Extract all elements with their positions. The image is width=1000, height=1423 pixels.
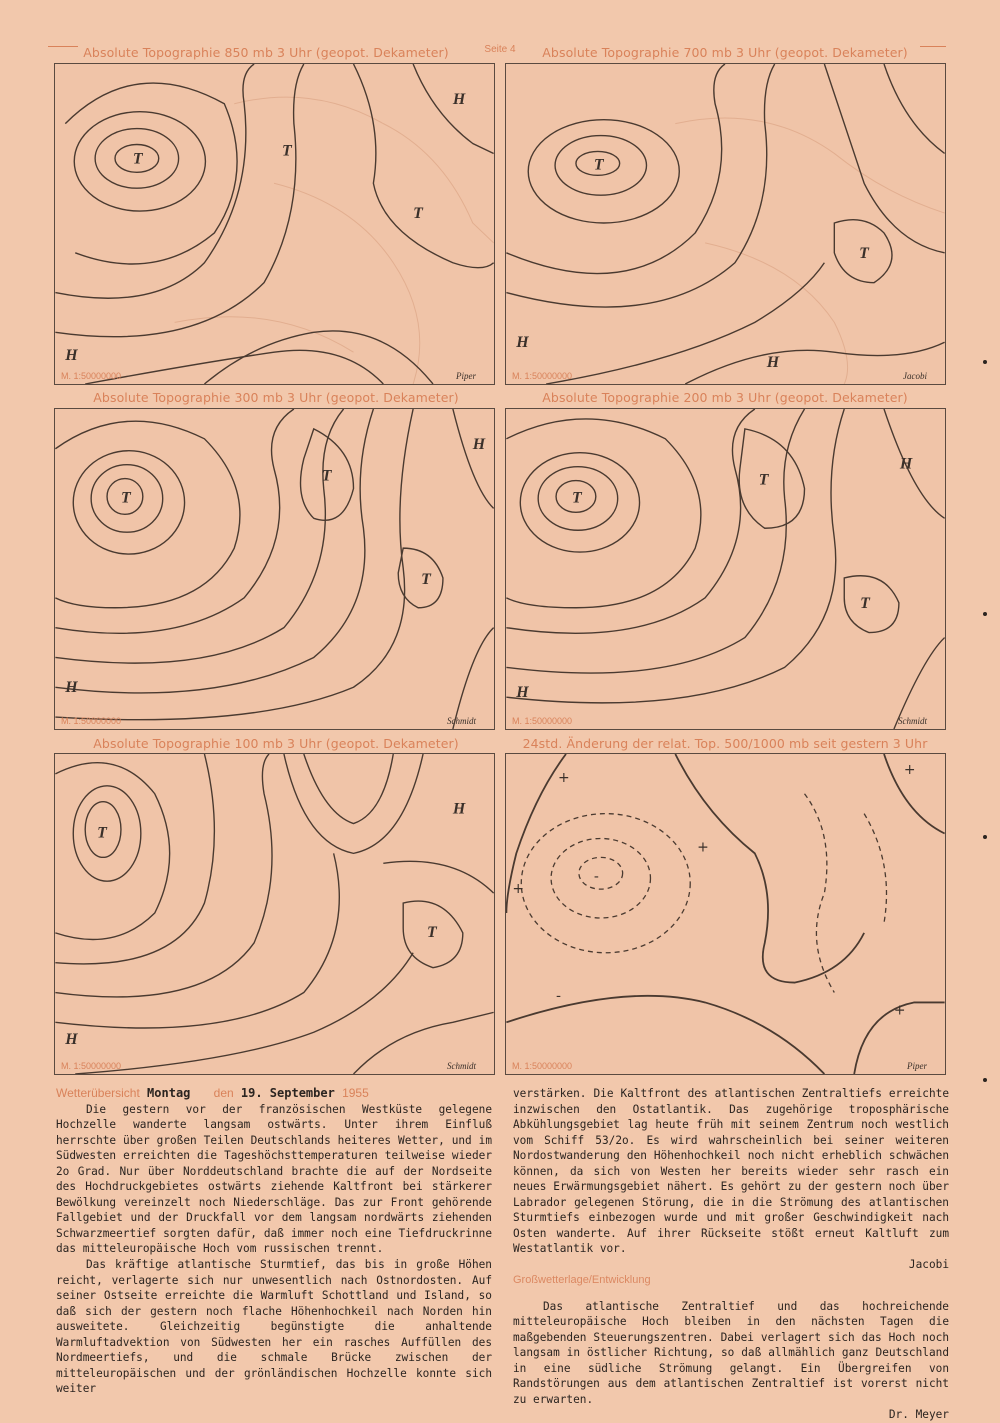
svg-text:H: H bbox=[899, 455, 913, 473]
map-200mb-isolines bbox=[506, 409, 945, 729]
map-300mb-isolines bbox=[55, 409, 494, 729]
svg-text:T: T bbox=[859, 244, 869, 262]
map-850mb-signature: Piper bbox=[456, 371, 476, 381]
overview-paragraph-2: Das kräftige atlantische Sturmtief, das bis in große Höhen reicht, verlagerte sich nur unwesentlich nach Ostnordosten. Auf seiner Ostseite erreichte die Warmluft Schottland und Island, so daß sich der gestern noch flache Höhenhochkeil nach Norden hin ausweitete. Gleichzeitig begünstigte die anhaltende Warmluftadvektion von Südwesten her ein rasches Auffüllen des Nordmeertiefs, und die schmale Brücke zwischen der mitteleuropäischen und der grönländischen Hochzelle konnte sich weiter bbox=[56, 1258, 492, 1396]
svg-text:H: H bbox=[472, 435, 486, 453]
map-700mb bbox=[505, 63, 946, 385]
map-title-700: Absolute Topographie 700 mb 3 Uhr (geopot. Dekameter) bbox=[542, 45, 908, 60]
map-850mb-scale: M. 1:50000000 bbox=[61, 371, 122, 381]
map-100mb-isolines bbox=[55, 754, 494, 1074]
svg-text:H: H bbox=[65, 679, 78, 697]
map-relative-change-isolines bbox=[506, 754, 945, 1074]
svg-text:T: T bbox=[97, 824, 107, 842]
map-title-200: Absolute Topographie 200 mb 3 Uhr (geopot. Dekameter) bbox=[542, 390, 908, 405]
map-relative-change-signature: Piper bbox=[907, 1061, 927, 1071]
map-850mb bbox=[54, 63, 495, 385]
map-title-300: Absolute Topographie 300 mb 3 Uhr (geopot. Dekameter) bbox=[93, 390, 459, 405]
forecast-paragraph: Das atlantische Zentraltief und das hochreichende mitteleuropäische Hoch bleiben in den nächsten Tagen die maßgebenden Steuerungszentren. Dabei verlagert sich das Hoch noch langsam in östlicher Richtung, so daß allmählich ganz Deutschland in eine südliche Strömung gelangt. Ein Übergreifen von Randstörungen aus dem atlantischen Zentraltief ist vorerst nicht zu erwarten. bbox=[513, 1299, 949, 1406]
binder-dot bbox=[983, 360, 987, 364]
map-300mb-scale: M. 1:50000000 bbox=[61, 716, 122, 726]
svg-text:-: - bbox=[556, 988, 562, 1005]
svg-text:T: T bbox=[321, 467, 332, 485]
map-200mb-signature: Schmidt bbox=[898, 716, 927, 726]
map-100mb bbox=[54, 753, 495, 1075]
map-title-change: 24std. Änderung der relat. Top. 500/1000 mb seit gestern 3 Uhr bbox=[522, 736, 928, 751]
forecast-label-area bbox=[513, 1273, 949, 1299]
svg-text:-: - bbox=[593, 869, 599, 886]
svg-text:H: H bbox=[766, 354, 780, 372]
binder-dot bbox=[983, 612, 987, 616]
overview-header bbox=[56, 1086, 492, 1102]
binder-dot bbox=[983, 835, 987, 839]
svg-text:H: H bbox=[516, 334, 529, 352]
map-700mb-scale: M. 1:50000000 bbox=[512, 371, 573, 381]
forecast-author: Dr. Meyer bbox=[888, 1408, 949, 1422]
overview-author: Jacobi bbox=[908, 1258, 949, 1272]
map-300mb bbox=[54, 408, 495, 730]
svg-text:+: + bbox=[512, 881, 524, 898]
svg-text:H: H bbox=[516, 684, 529, 702]
svg-text:T: T bbox=[132, 150, 143, 168]
svg-text:T: T bbox=[758, 471, 769, 489]
overview-label: Wetterübersicht bbox=[56, 1086, 140, 1100]
svg-text:T: T bbox=[593, 156, 604, 174]
svg-text:T: T bbox=[571, 489, 582, 507]
svg-text:T: T bbox=[860, 594, 870, 612]
overview-paragraph-3: verstärken. Die Kaltfront des atlantischen Zentraltiefs erreichte inzwischen den Ostatlantik. Das zugehörige troposphärische Abkühlungsgebiet lag heute früh mit seinem Zentrum noch westlich vom Schiff 53/2o. Es wird wahrscheinlich bei seiner weiteren Nordostwanderung den Höhenhochkeil noch nicht erheblich schwächen können, da sich von Westen her bereits wieder sehr rasch ein neues Erwärmungsgebiet nähert. Es gehört zu der gestern noch über Labrador gelegenen Störung, die in die Strömung des atlantischen Sturmtiefs einbezogen wurde und mit großer Geschwindigkeit nach Osten wanderte. Auf ihrer Rückseite stößt erneut Kaltluft zum Westatlantik vor. bbox=[513, 1087, 949, 1256]
map-300mb-signature: Schmidt bbox=[447, 716, 476, 726]
svg-text:+: + bbox=[893, 1002, 906, 1019]
svg-text:T: T bbox=[421, 570, 431, 588]
binder-dot bbox=[983, 1078, 987, 1082]
map-200mb-scale: M. 1:50000000 bbox=[512, 716, 573, 726]
svg-text:+: + bbox=[558, 769, 570, 786]
overview-right-column bbox=[513, 1086, 949, 1423]
map-title-100: Absolute Topographie 100 mb 3 Uhr (geopot. Dekameter) bbox=[93, 736, 459, 751]
map-100mb-scale: M. 1:50000000 bbox=[61, 1061, 122, 1071]
map-title-850: Absolute Topographie 850 mb 3 Uhr (geopot. Dekameter) bbox=[83, 45, 449, 60]
map-relative-change bbox=[505, 753, 946, 1075]
forecast-label: Großwetterlage/Entwicklung bbox=[513, 1273, 651, 1286]
overview-den: den bbox=[213, 1086, 234, 1100]
map-700mb-signature: Jacobi bbox=[903, 371, 927, 381]
svg-text:+: + bbox=[697, 839, 709, 856]
svg-text:T: T bbox=[281, 142, 292, 160]
svg-text:T: T bbox=[413, 205, 423, 223]
svg-text:T: T bbox=[427, 923, 437, 941]
overview-left-column bbox=[56, 1086, 492, 1397]
overview-year: 1955 bbox=[342, 1086, 369, 1100]
map-100mb-signature: Schmidt bbox=[447, 1061, 476, 1071]
svg-text:H: H bbox=[452, 800, 466, 818]
svg-text:T: T bbox=[120, 489, 131, 507]
svg-text:+: + bbox=[903, 761, 916, 778]
map-700mb-isolines bbox=[506, 64, 945, 384]
overview-date: 19. September bbox=[240, 1086, 335, 1100]
svg-text:H: H bbox=[452, 90, 466, 108]
page-number: Seite 4 bbox=[484, 44, 516, 55]
svg-text:H: H bbox=[65, 1031, 78, 1049]
map-relative-change-scale: M. 1:50000000 bbox=[512, 1061, 573, 1071]
map-850mb-isolines bbox=[55, 64, 494, 384]
svg-text:H: H bbox=[65, 347, 78, 365]
overview-paragraph-1: Die gestern vor der französischen Westküste gelegene Hochzelle wanderte langsam ostwärts. Unter ihrem Einfluß herrschte über großen Teilen Deutschlands heiteres Wetter, und im Südwesten erreichten die Tageshöchsttemperaturen teilweise wieder 2o Grad. Nur über Norddeutschland brachte die auf der Nordseite des Hochdruckgebietes ostwärts ziehende Kaltfront bei stärkerer Bewölkung vereinzelt noch Niederschläge. Das zur Front gehörende Fallgebiet und der Druckfall vor dem langsam nordwärts ziehenden Schwarzmeertief sorgten dafür, daß immer noch eine Tiefdruckrinne das mitteleuropäische Hoch vom russischen trennt. bbox=[56, 1102, 492, 1256]
overview-day: Montag bbox=[147, 1086, 191, 1100]
map-200mb bbox=[505, 408, 946, 730]
